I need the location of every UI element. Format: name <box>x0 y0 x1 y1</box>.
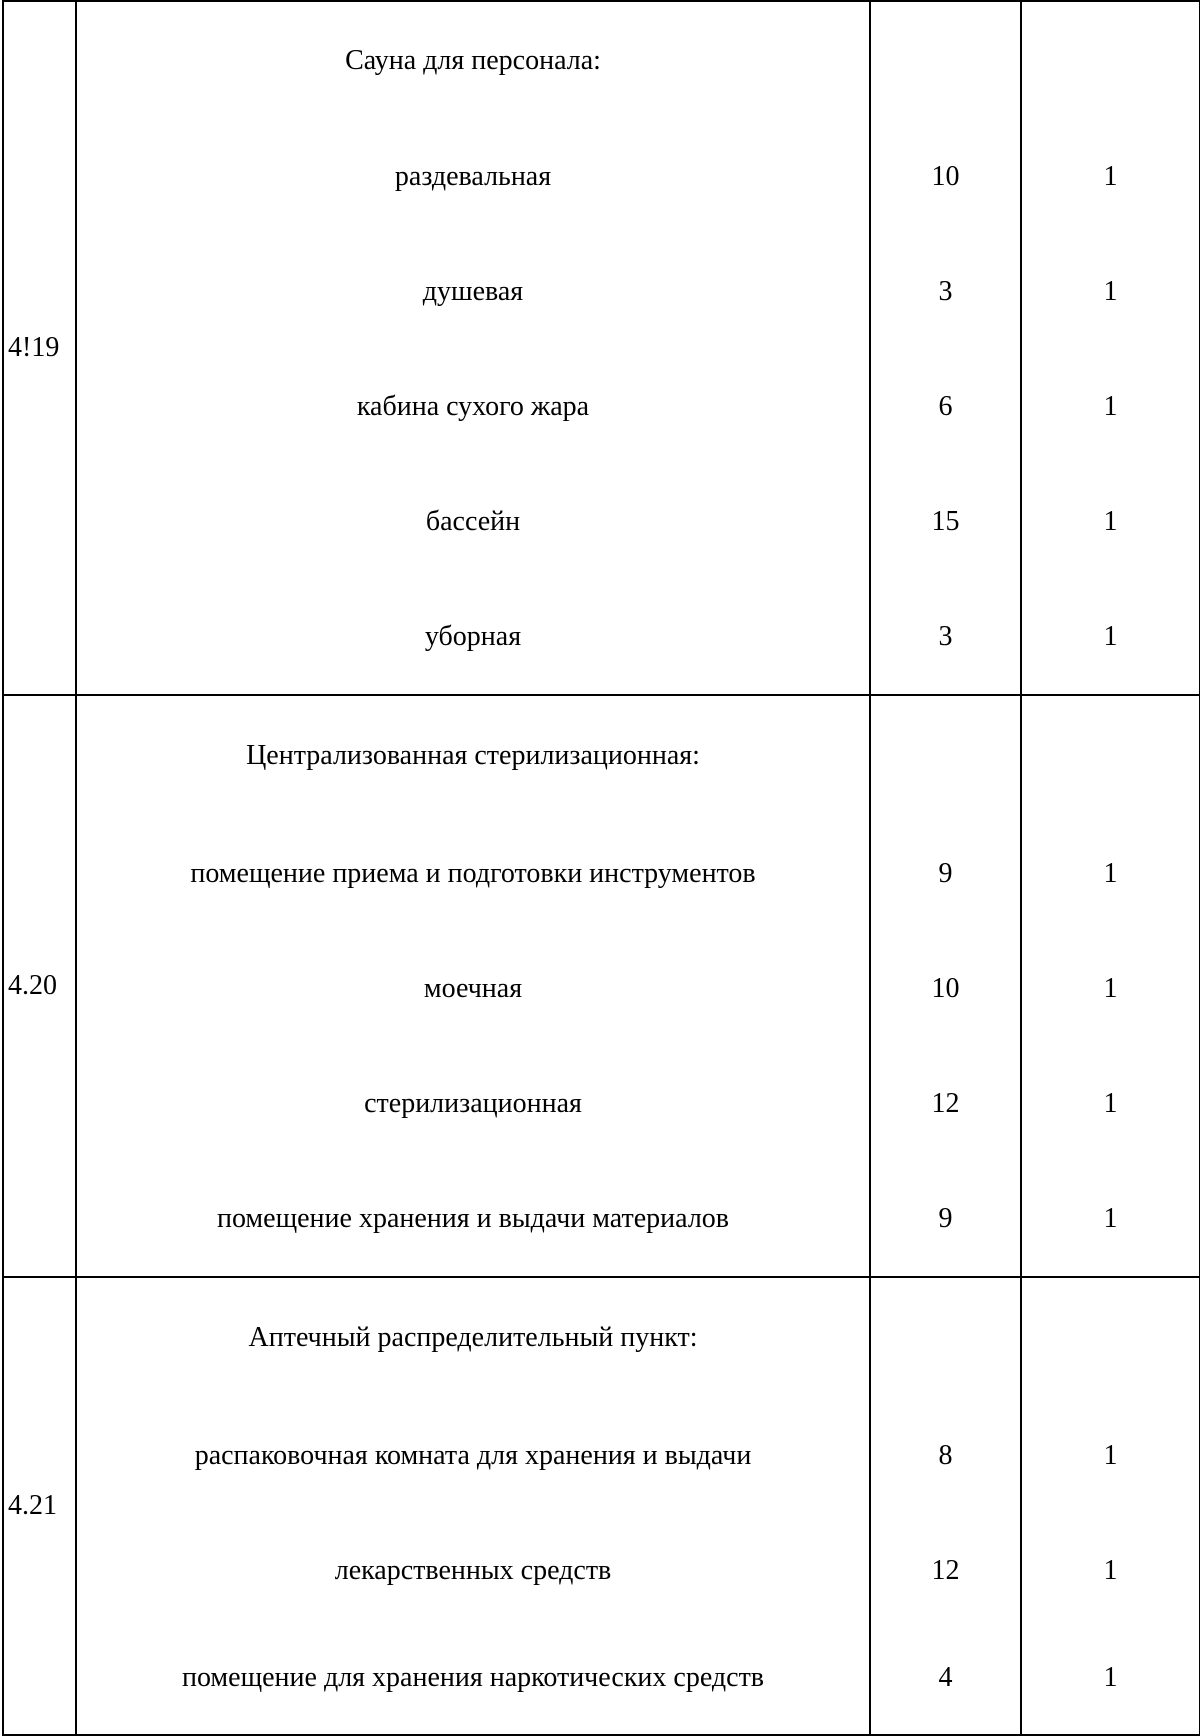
room-qty: 1 <box>1103 620 1118 652</box>
room-name: помещение приема и подготовки инструментов <box>190 857 756 889</box>
table-row <box>3 1 1200 695</box>
room-name: бассейн <box>425 505 521 537</box>
room-name: кабина сухого жара <box>356 390 590 422</box>
room-area: 15 <box>931 505 960 537</box>
room-area: 3 <box>938 620 953 652</box>
room-name: раздевальная <box>394 160 552 192</box>
room-qty: 1 <box>1103 390 1118 422</box>
room-names-cell <box>76 1 870 695</box>
room-area-cell <box>870 1 1021 695</box>
room-name: моечная <box>423 972 523 1004</box>
room-area: 12 <box>931 1554 960 1586</box>
room-qty-cell <box>1021 1277 1200 1735</box>
section-number: 4.20 <box>3 695 76 1277</box>
room-name: уборная <box>424 620 522 652</box>
section-number: 4.21 <box>3 1277 76 1735</box>
room-area: 6 <box>938 390 953 422</box>
room-names-cell <box>76 1277 870 1735</box>
room-qty-cell <box>1021 695 1200 1277</box>
room-area: 10 <box>931 160 960 192</box>
room-qty: 1 <box>1103 160 1118 192</box>
room-qty: 1 <box>1103 505 1118 537</box>
room-name: помещение хранения и выдачи материалов <box>216 1202 730 1234</box>
section-number: 4!19 <box>3 1 76 695</box>
room-qty: 1 <box>1103 1439 1118 1471</box>
room-area: 9 <box>938 1202 953 1234</box>
room-name: помещение для хранения наркотических средств <box>181 1662 765 1693</box>
room-names-cell <box>76 695 870 1277</box>
room-qty: 1 <box>1103 1202 1118 1234</box>
room-qty: 1 <box>1103 1554 1118 1586</box>
table-row <box>3 1277 1200 1735</box>
section-title: Централизованная стерилизационная: <box>246 740 700 771</box>
rooms-table <box>2 0 1200 1736</box>
room-area: 3 <box>938 275 953 307</box>
room-name: лекарственных средств <box>334 1554 612 1586</box>
room-name: стерилизационная <box>364 1087 582 1119</box>
room-area: 4 <box>938 1662 953 1693</box>
room-area: 12 <box>931 1087 960 1119</box>
room-qty: 1 <box>1103 275 1118 307</box>
section-title: Сауна для персонала: <box>345 44 601 76</box>
room-area: 8 <box>938 1439 953 1471</box>
room-qty: 1 <box>1103 857 1118 889</box>
table-row <box>3 695 1200 1277</box>
room-area-cell <box>870 695 1021 1277</box>
room-qty: 1 <box>1103 1662 1118 1693</box>
room-name: распаковочная комната для хранения и выдачи <box>194 1439 752 1471</box>
room-qty: 1 <box>1103 1087 1118 1119</box>
room-area-cell <box>870 1277 1021 1735</box>
room-area: 9 <box>938 857 953 889</box>
room-name: душевая <box>422 275 524 307</box>
room-qty: 1 <box>1103 972 1118 1004</box>
room-qty-cell <box>1021 1 1200 695</box>
section-title: Аптечный распределительный пункт: <box>248 1322 698 1353</box>
room-area: 10 <box>931 972 960 1004</box>
